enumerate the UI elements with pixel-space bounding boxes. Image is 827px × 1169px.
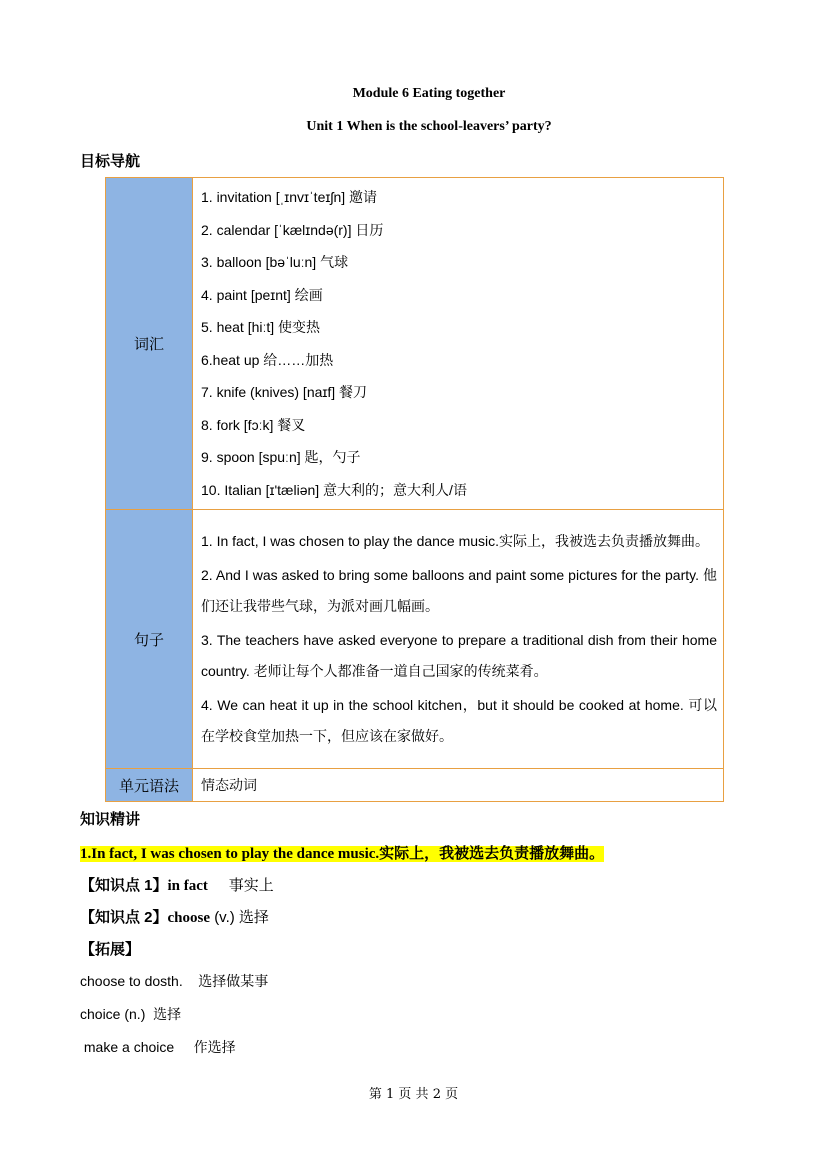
vocab-item: 5. heat [hiːt] 使变热 (201, 319, 321, 335)
module-title: Module 6 Eating together (352, 86, 506, 101)
sentence-item: 4. We can heat it up in the school kitchen，but it should be cooked at home. 可以在学校食堂加热一下，但应该在家做好。 (201, 697, 717, 744)
point2-term: choose (167, 910, 211, 926)
study-table (105, 177, 724, 802)
sentence-item: 2. And I was asked to bring some balloons and paint some pictures for the party. 他们还让我带些气球，为派对画几幅画。 (201, 567, 717, 614)
vocab-item: 10. Italian [ɪ'tæliən] 意大利的；意大利人/语 (201, 481, 467, 498)
point2-meaning: 选择 (238, 909, 269, 926)
vocab-item: 7. knife (knives) [naɪf] 餐刀 (201, 384, 368, 400)
unit-title: Unit 1 When is the school-leavers’ party? (306, 119, 552, 134)
vocab-item: 1. invitation [ˌɪnvɪˈteɪʃn] 邀请 (201, 189, 378, 205)
point1-term: in fact (167, 878, 208, 894)
point2-tag: 【知识点 2】 (80, 909, 168, 926)
sentence-label: 句子 (106, 510, 193, 769)
grammar-value: 情态动词 (193, 769, 724, 802)
vocab-item: 3. balloon [bəˈluːn] 气球 (201, 254, 349, 270)
grammar-row (106, 769, 724, 802)
vocab-row (106, 178, 724, 510)
point1-tag: 【知识点 1】 (80, 877, 168, 894)
extend-item: make a choice 作选择 (80, 1039, 236, 1055)
section-heading-knowledge: 知识精讲 (80, 810, 141, 828)
grammar-label: 单元语法 (106, 769, 193, 802)
sentence-item: 1. In fact, I was chosen to play the dance music.实际上，我被选去负责播放舞曲。 (201, 533, 710, 549)
knowledge-point-2 (80, 906, 269, 927)
point1-meaning: 事实上 (228, 877, 274, 894)
highlight-sentence-line (80, 842, 604, 863)
point2-pos: (v.) (214, 909, 235, 926)
page-footer: 第 1 页 共 2 页 (368, 1087, 459, 1102)
vocab-label: 词汇 (106, 178, 193, 510)
vocab-item: 2. calendar [ˈkælɪndə(r)] 日历 (201, 221, 384, 238)
sentence-row (106, 510, 724, 769)
extend-tag: 【拓展】 (80, 941, 141, 958)
knowledge-point-1 (80, 874, 274, 895)
extend-item: choice (n.) 选择 (80, 1006, 182, 1022)
vocab-item: 8. fork [fɔːk] 餐叉 (201, 416, 306, 433)
section-heading-goal: 目标导航 (80, 152, 141, 170)
extend-item: choose to dosth. 选择做某事 (80, 973, 269, 989)
vocab-item: 4. paint [peɪnt] 绘画 (201, 286, 323, 303)
vocab-item: 6.heat up 给……加热 (201, 351, 334, 368)
sentence-item: 3. The teachers have asked everyone to prepare a traditional dish from their home country. 老师让每个人都准备一道自己国家的传统菜肴。 (201, 632, 717, 679)
vocab-item: 9. spoon [spuːn] 匙，勺子 (201, 449, 361, 465)
sentence-list (193, 510, 724, 769)
vocab-list (193, 178, 724, 510)
highlight-sentence: 1.In fact, I was chosen to play the dance music.实际上，我被选去负责播放舞曲。 (80, 846, 605, 862)
